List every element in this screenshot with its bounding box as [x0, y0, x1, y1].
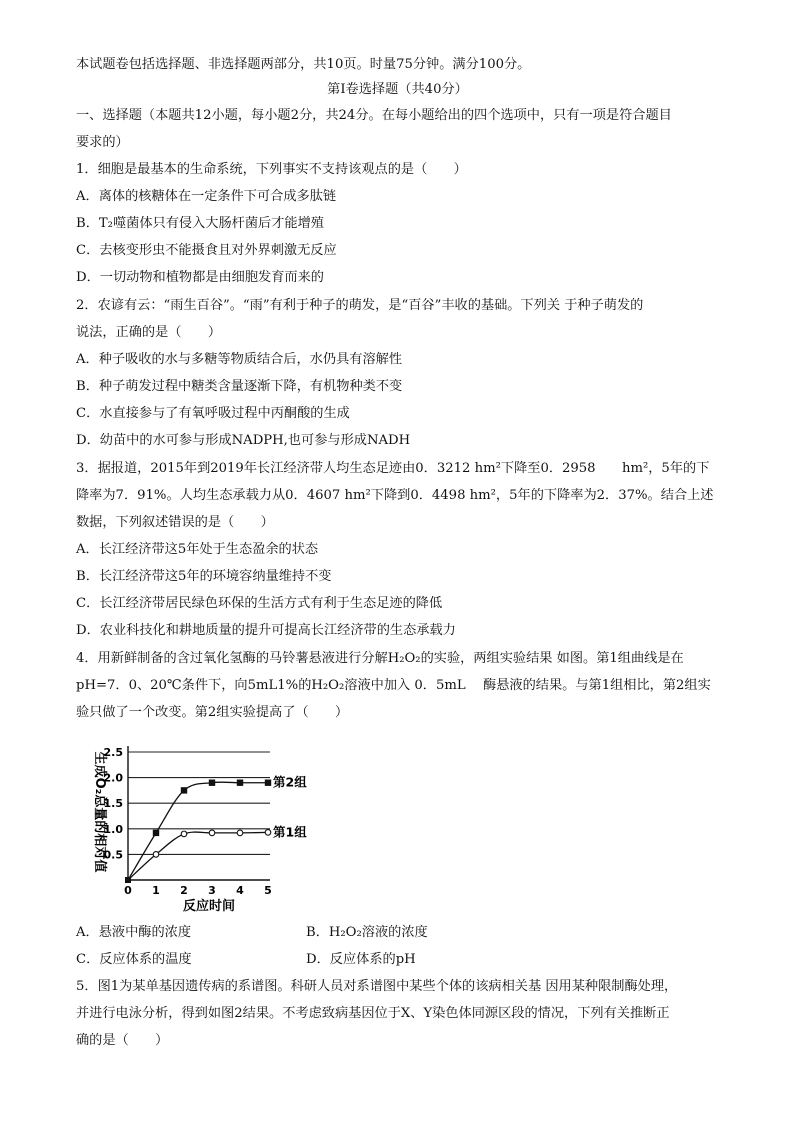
q4-option-a: A．悬液中酶的浓度 [76, 925, 192, 940]
q5-stem-1: 5．图1为某单基因遗传病的系谱图。科研人员对系谱图中某些个体的该病相关基 因用某种限制酶处理， [76, 979, 678, 994]
y-tick-label: 2.5 [103, 746, 123, 759]
data-point [265, 780, 271, 786]
y-axis-label: 生成O₂总量的相对值 [92, 751, 107, 873]
origin-marker [125, 877, 131, 883]
o2-production-chart [84, 740, 320, 916]
x-axis-label: 反应时间 [182, 899, 236, 914]
data-point [237, 780, 243, 786]
data-point [153, 852, 159, 858]
chart-series [125, 780, 271, 883]
data-point [181, 787, 187, 793]
data-point [209, 830, 215, 836]
x-tick-label: 2 [180, 884, 188, 897]
series-labels [273, 775, 307, 840]
tick-labels [104, 746, 272, 897]
data-point [153, 830, 159, 836]
data-point [181, 831, 187, 837]
q2-option-b: B．种子萌发过程中糖类含量逐渐下降，有机物种类不变 [76, 379, 403, 394]
q5-stem-2: 并进行电泳分析，得到如图2结果。不考虑致病基因位于X、Y染色体同源区段的情况，下列有关推断正 [76, 1006, 670, 1021]
q1-option-b: B．T₂噬菌体只有侵入大肠杆菌后才能增殖 [76, 216, 324, 231]
data-point [265, 830, 271, 836]
x-tick-label: 3 [208, 884, 216, 897]
q3-stem-2: 降率为7．91%。人均生态承载力从0．4607 hm²下降到0．4498 hm²，5年的下降率为2．37%。结合上述 [76, 488, 714, 503]
y-tick-label: 1.5 [103, 797, 123, 811]
q2-stem-1: 2．农谚有云：“雨生百谷”。“雨”有利于种子的萌发，是“百谷”丰收的基础。下列关 于种子萌发的 [76, 298, 644, 313]
q2-stem-2: 说法，正确的是（ ） [76, 325, 222, 340]
q3-option-d: D．农业科技化和耕地质量的提升可提高长江经济带的生态承载力 [76, 623, 456, 638]
exam-intro: 本试题卷包括选择题、非选择题两部分，共10页。时量75分钟。满分100分。 [76, 57, 531, 72]
grid-lines [128, 752, 270, 854]
y-tick-label: 0.5 [103, 848, 123, 862]
x-tick-label: 1 [152, 884, 160, 897]
q2-option-a: A．种子吸收的水与多糖等物质结合后，水仍具有溶解性 [76, 352, 403, 367]
q1-option-a: A．离体的核糖体在一定条件下可合成多肽链 [76, 189, 337, 204]
q2-option-d: D．幼苗中的水可参与形成NADPH,也可参与形成NADH [76, 433, 411, 448]
q5-stem-3: 确的是（ ） [76, 1033, 169, 1048]
q1-option-d: D．一切动物和植物都是由细胞发育而来的 [76, 270, 324, 285]
q1-option-c: C．去核变形虫不能摄食且对外界刺激无反应 [76, 243, 337, 258]
x-tick-label: 5 [264, 884, 272, 897]
y-tick-label: 2.0 [103, 771, 123, 785]
q3-option-b: B．长江经济带这5年的环境容纳量维持不变 [76, 569, 332, 584]
q1-stem: 1．细胞是最基本的生命系统，下列事实不支持该观点的是（ ） [76, 162, 467, 177]
q3-option-a: A．长江经济带这5年处于生态盈余的状态 [76, 542, 319, 557]
q3-stem-3: 数据，下列叙述错误的是（ ） [76, 515, 274, 530]
q4-option-d: D．反应体系的pH [306, 952, 416, 967]
q3-option-c: C．长江经济带居民绿色环保的生活方式有利于生态足迹的降低 [76, 596, 443, 611]
q2-option-c: C．水直接参与了有氧呼吸过程中丙酮酸的生成 [76, 406, 350, 421]
x-tick-label: 0 [124, 884, 132, 897]
section-instructions-2: 要求的） [76, 135, 129, 150]
data-point [237, 830, 243, 836]
q4-option-c: C．反应体系的温度 [76, 952, 192, 967]
series-label: 第2组 [273, 774, 307, 790]
q4-option-b: B．H₂O₂溶液的浓度 [306, 925, 428, 940]
q3-stem-1: 3．据报道，2015年到2019年长江经济带人均生态足迹由0．3212 hm²下降至0．2958 hm²，5年的下 [76, 461, 710, 476]
data-point [209, 780, 215, 786]
q4-stem-1: 4．用新鲜制备的含过氧化氢酶的马铃薯悬液进行分解H₂O₂的实验，两组实验结果 如图。第1组曲线是在 [76, 651, 684, 666]
series-line [128, 832, 268, 880]
q4-stem-3: 验只做了一个改变。第2组实验提高了（ ） [76, 705, 349, 720]
series-line [128, 782, 268, 880]
y-tick-label: 1.0 [103, 822, 123, 836]
volume-title: 第Ⅰ卷选择题（共40分） [327, 82, 468, 97]
x-tick-label: 4 [236, 884, 244, 897]
series-label: 第1组 [273, 824, 307, 840]
section-instructions-1: 一、选择题（本题共12小题，每小题2分，共24分。在每小题给出的四个选项中，只有一项是符合题目 [76, 108, 672, 123]
q4-stem-2: pH=7．0、20℃条件下，向5mL1%的H₂O₂溶液中加入 0．5mL 酶悬液的结果。与第1组相比，第2组实 [76, 678, 711, 693]
